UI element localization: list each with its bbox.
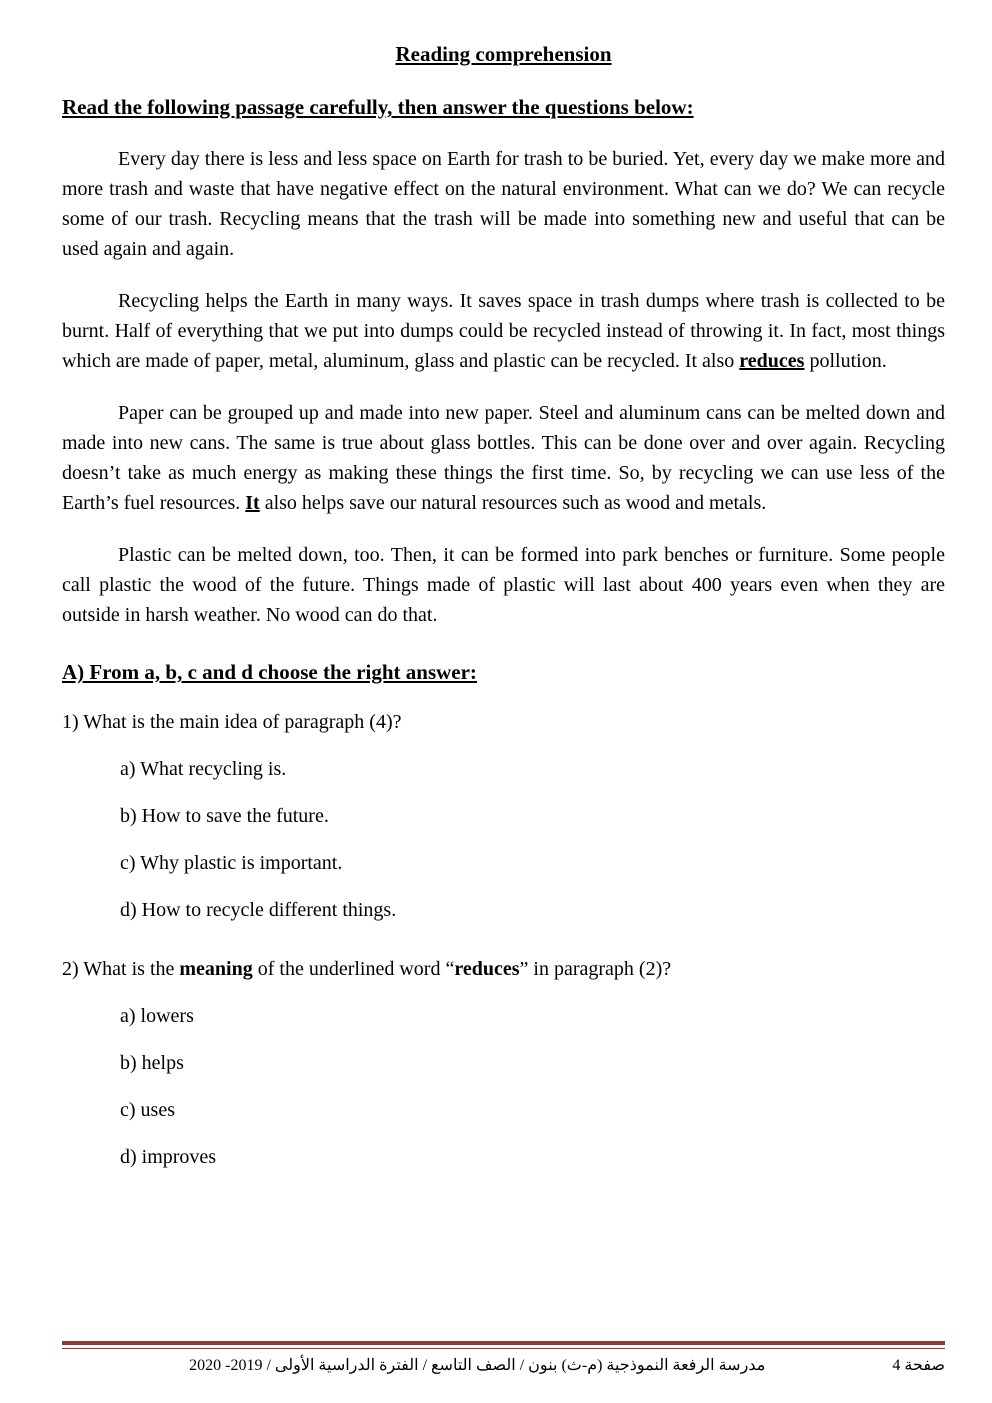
page-title: Reading comprehension (395, 42, 612, 66)
paragraph-text: Recycling helps the Earth in many ways. It saves space in trash dumps where trash is collected to be burnt. Half of everything that we put into dumps could be recycled instead of throwing it. In fact, most things which are made of paper, metal, aluminum, glass and plastic can be recycled. It also (62, 290, 945, 372)
stem-text: of the underlined word “ (252, 958, 455, 980)
footer-divider (62, 1341, 945, 1349)
section-a-heading: A) From a, b, c and d choose the right answer: (62, 660, 477, 684)
underlined-word-reduces: reduces (739, 350, 805, 372)
question-1-stem: 1) What is the main idea of paragraph (4)? (62, 711, 402, 733)
passage-paragraph-1 (62, 144, 945, 264)
passage-paragraph-2 (62, 286, 945, 376)
question-1-option-a: a) What recycling is. (120, 758, 287, 780)
question-2 (62, 958, 945, 1193)
bold-word-reduces: reduces (454, 958, 520, 980)
question-2-stem (62, 958, 945, 981)
question-1-option-c: c) Why plastic is important. (120, 852, 343, 874)
paragraph-text: pollution. (804, 350, 887, 372)
paragraph-text: also helps save our natural resources such as wood and metals. (259, 492, 767, 514)
stem-text: 2) What is the (62, 958, 180, 980)
paragraph-text: Plastic can be melted down, too. Then, it can be formed into park benches or furniture. Some people call plastic the wood of the future. Things made of plastic will last about 400 years even when they are outside in harsh weather. No wood can do that. (62, 544, 945, 626)
passage-paragraph-4 (62, 540, 945, 630)
underlined-word-it: It (245, 492, 260, 514)
question-2-option-d: d) improves (120, 1146, 217, 1168)
question-2-option-c: c) uses (120, 1099, 175, 1121)
question-1-option-b: b) How to save the future. (120, 805, 329, 827)
page-footer (62, 1341, 945, 1377)
instruction-heading: Read the following passage carefully, then answer the questions below: (62, 95, 694, 119)
passage-paragraph-3 (62, 398, 945, 518)
paragraph-text: Every day there is less and less space on Earth for trash to be buried. Yet, every day we make more and more trash and waste that have negative effect on the natural environment. What can we do? We can recycle some of our trash. Recycling means that the trash will be made into something new and useful that can be used again and again. (62, 148, 945, 260)
footer-page-number: صفحة 4 (892, 1357, 945, 1374)
footer-school-info: مدرسة الرفعة النموذجية (م-ث) بنون / الصف التاسع / الفترة الدراسية الأولى / 2019- 2020 (189, 1357, 766, 1374)
stem-text: ” in paragraph (2)? (519, 958, 672, 980)
bold-word-meaning: meaning (179, 958, 253, 980)
question-2-option-a: a) lowers (120, 1005, 194, 1027)
paragraph-text: Paper can be grouped up and made into new paper. Steel and aluminum cans can be melted down and made into new cans. The same is true about glass bottles. This can be done over and over again. Recycling doesn’t take as much energy as making these things the first time. So, by recycling we can use less of the Earth’s fuel resources. (62, 402, 945, 514)
question-1 (62, 711, 945, 946)
footer-text-row (62, 1355, 945, 1377)
question-2-option-b: b) helps (120, 1052, 184, 1074)
question-1-option-d: d) How to recycle different things. (120, 899, 397, 921)
